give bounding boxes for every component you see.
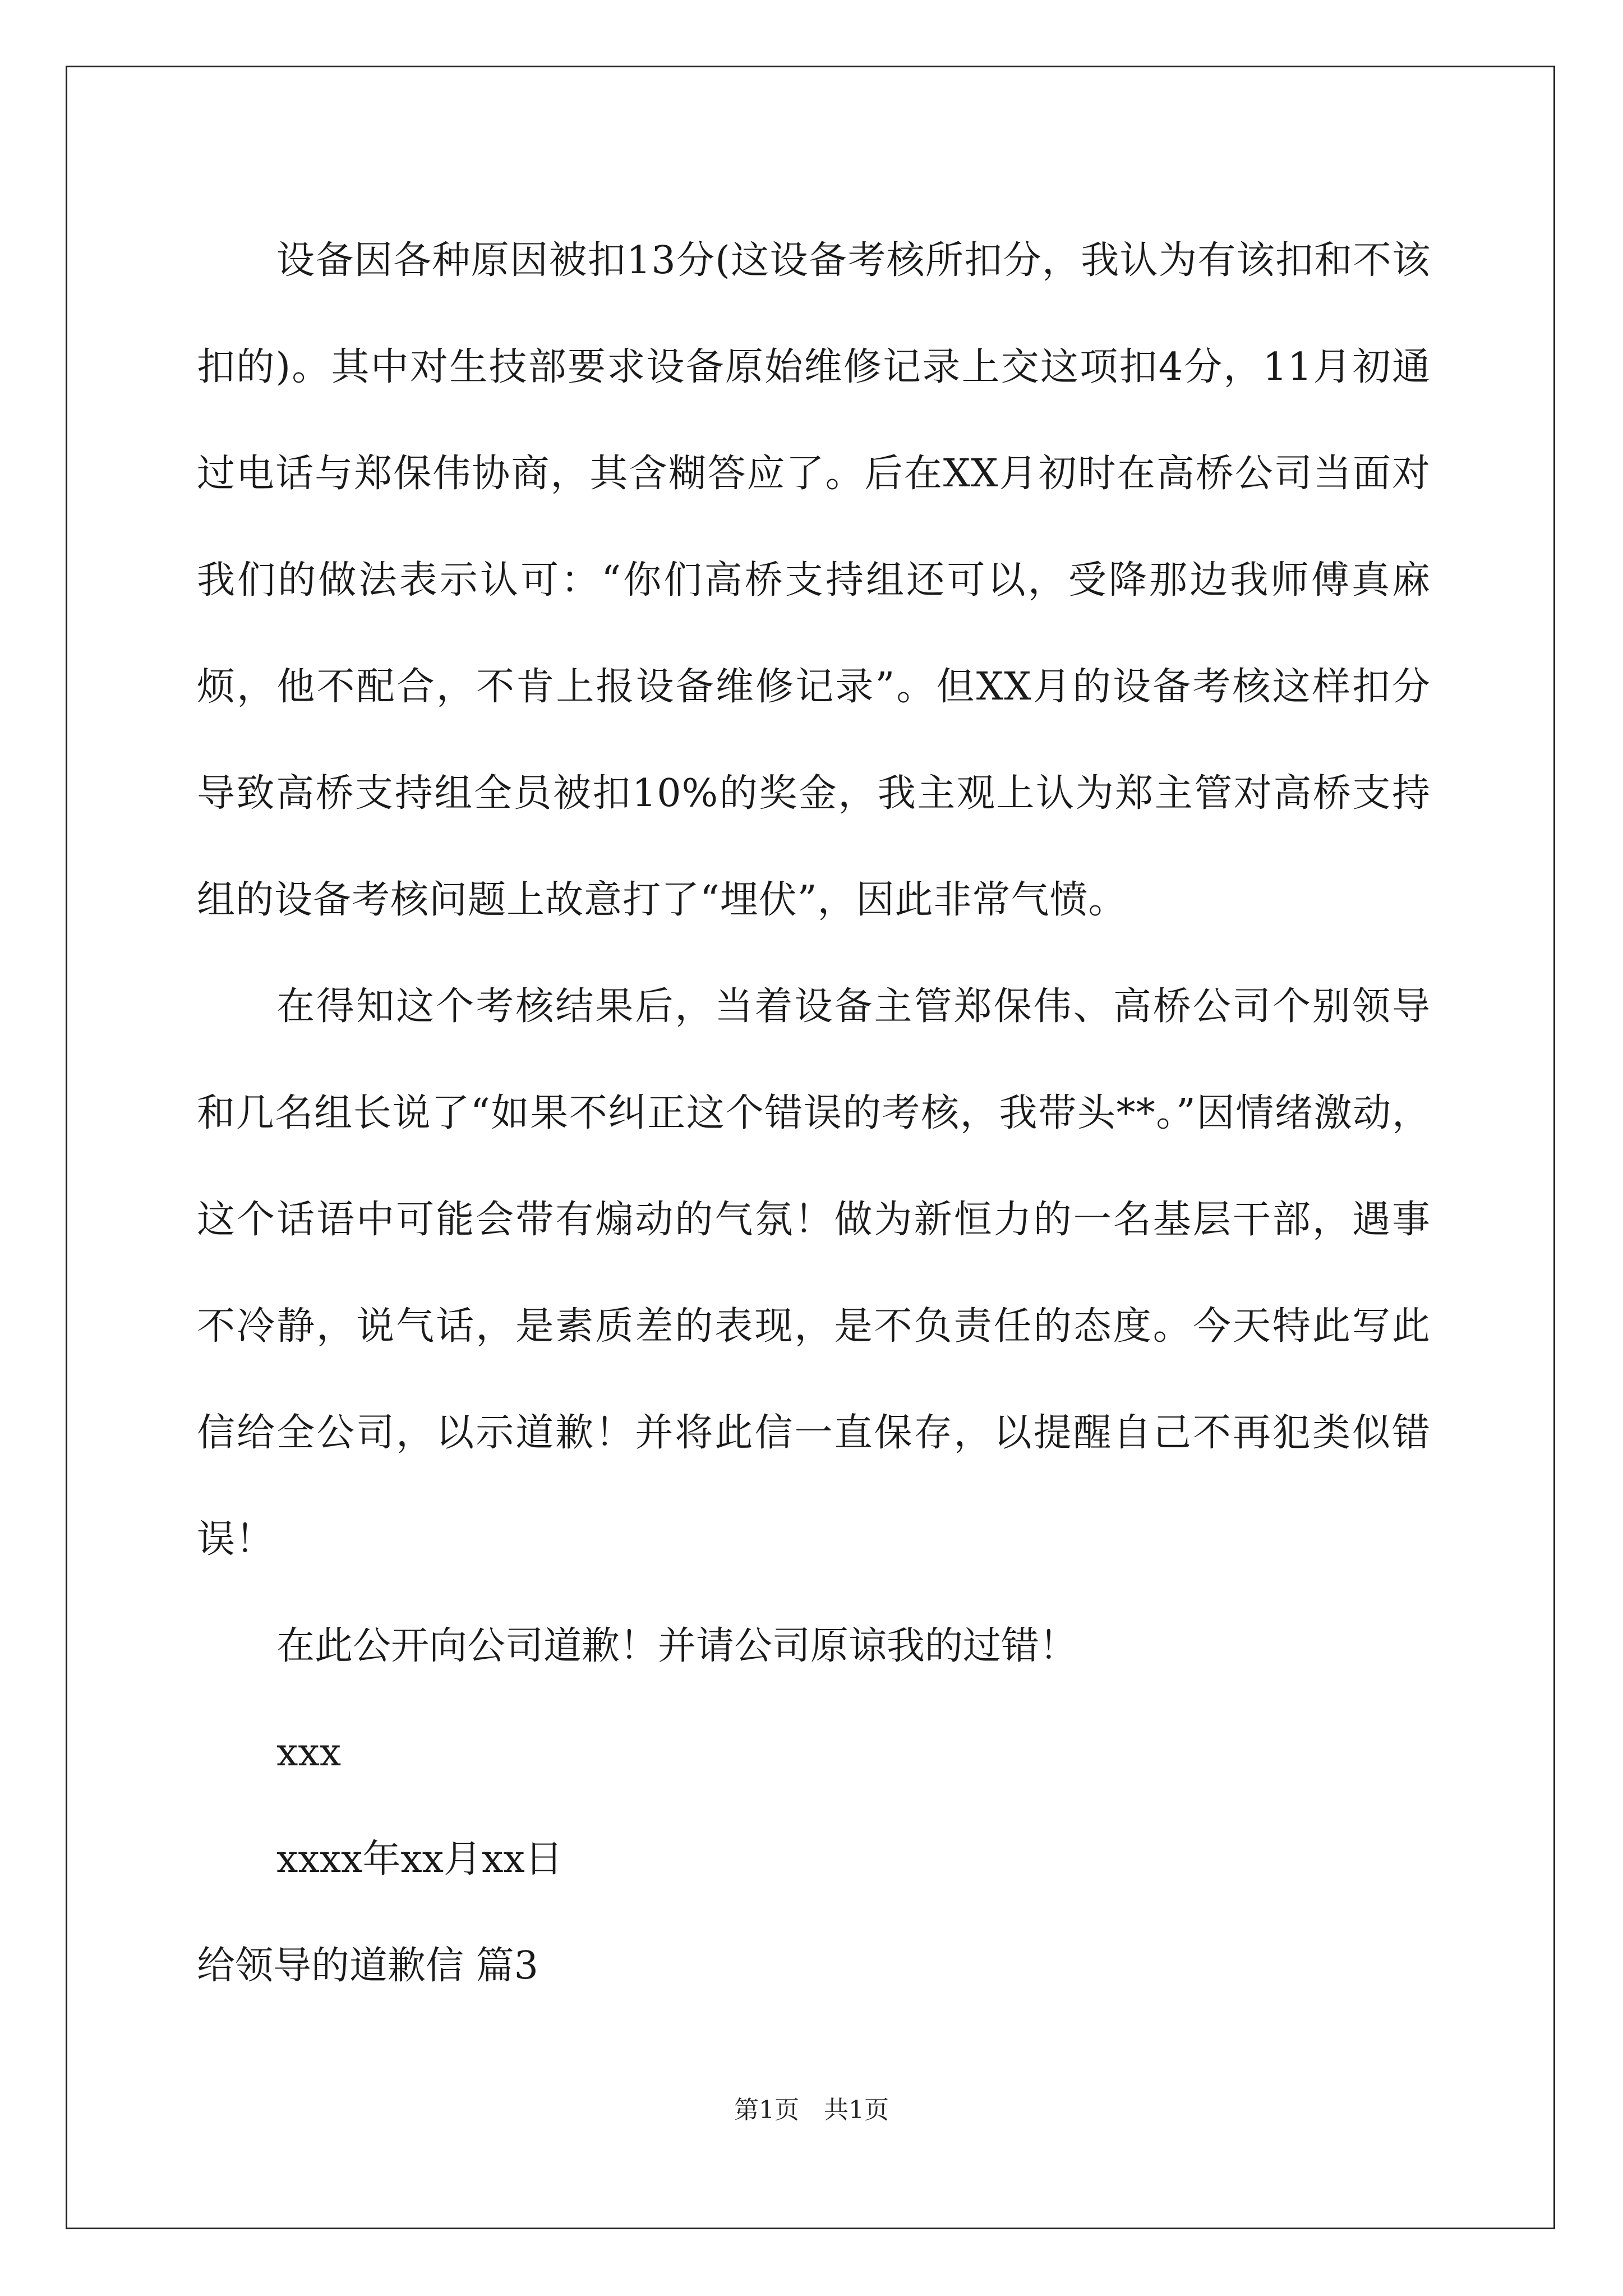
paragraph-apology-reason: 在得知这个考核结果后，当着设备主管郑保伟、高桥公司个别领导和几名组长说了“如果不纠正这个错误的考核，我带头**。”因情绪激动，这个话语中可能会带有煽动的气氛！做为新恒力的一名基层干部，遇事不冷静，说气话，是素质差的表现，是不负责任的态度。今天特此写此信给全公司，以示道歉！并将此信一直保存，以提醒自己不再犯类似错误！ — [197, 984, 1431, 1562]
page-footer: 第1页 共1页 — [734, 2096, 889, 2124]
date-line: xxxx年xx月xx日 — [276, 1837, 563, 1881]
paragraph-equipment-deduction: 设备因各种原因被扣13分(这设备考核所扣分，我认为有该扣和不该扣的)。其中对生技部要求设备原始维修记录上交这项扣4分，11月初通过电话与郑保伟协商，其含糊答应了。后在XX月初时在高桥公司当面对我们的做法表示认可：“你们高桥支持组还可以，受降那边我师傅真麻烦，他不配合，不肯上报设备维修记录”。但XX月的设备考核这样扣分导致高桥支持组全员被扣10%的奖金，我主观上认为郑主管对高桥支持组的设备考核问题上故意打了“埋伏”，因此非常气愤。 — [197, 238, 1431, 922]
document-body — [197, 208, 1431, 2019]
signature: xxx — [276, 1731, 342, 1775]
next-section-heading: 给领导的道歉信 篇3 — [197, 1944, 538, 1988]
paragraph-public-apology: 在此公开向公司道歉！并请公司原谅我的过错！ — [276, 1624, 1078, 1668]
